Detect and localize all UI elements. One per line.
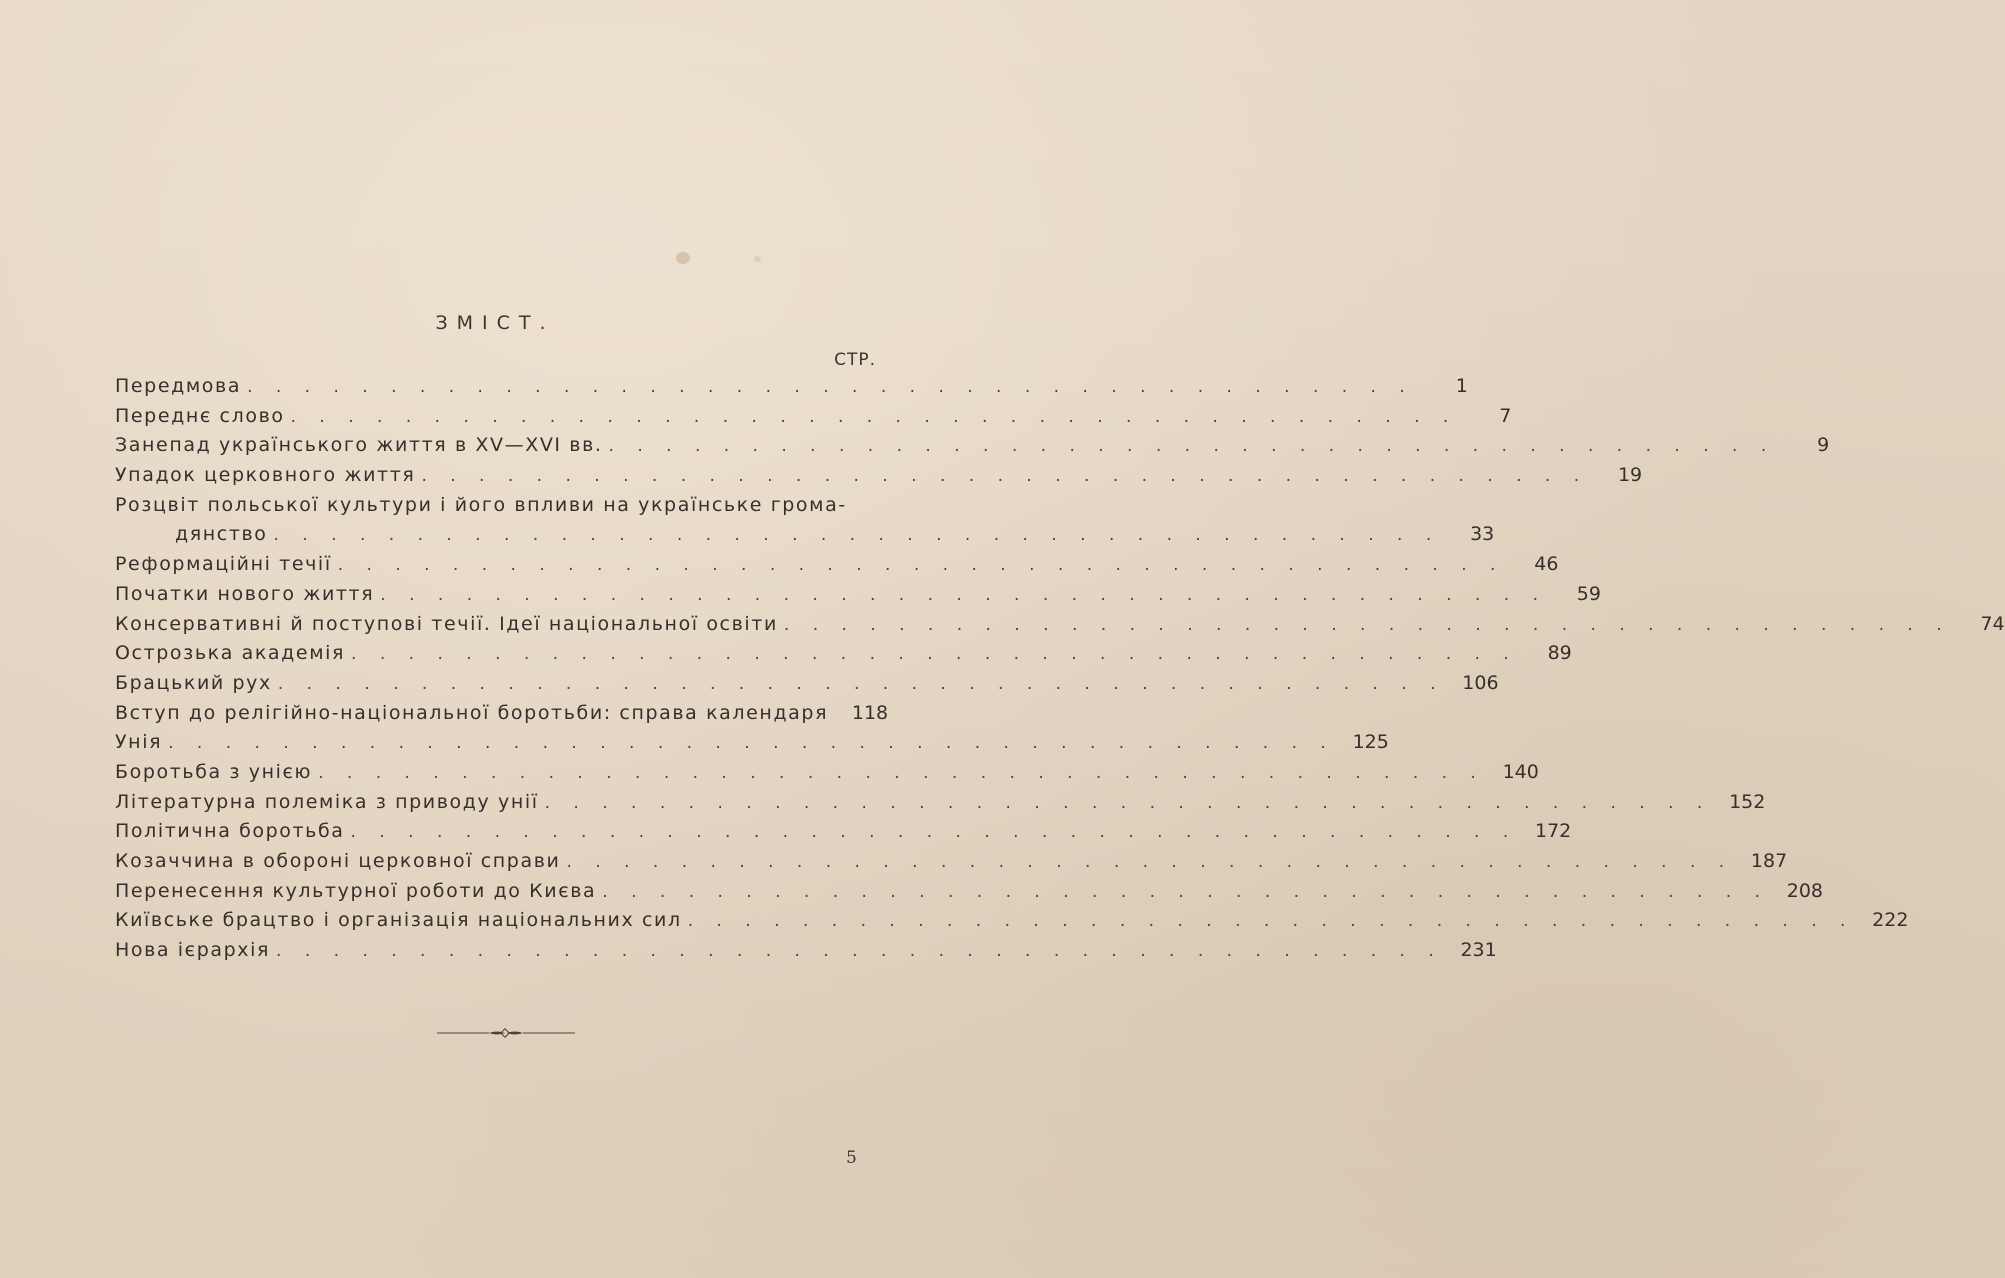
toc-entry-title: Київське брацтво і організація національних сил xyxy=(115,909,682,932)
dot-leader: . . . . . . . . . . . . . . . . . . . . . . . . . . . . . . . . . . . . . . . . . xyxy=(566,852,1734,873)
toc-entry-page: 125 xyxy=(1352,731,1389,754)
toc-entry-title: Політична боротьба xyxy=(115,820,345,843)
toc-entry-title: Реформаційні течії xyxy=(115,553,332,576)
toc-entry-title: Переднє слово xyxy=(115,404,285,427)
toc-entry xyxy=(115,699,889,729)
toc-entry xyxy=(115,936,1497,966)
toc-entry-page: 9 xyxy=(1817,434,1830,457)
toc-entry xyxy=(115,788,1766,818)
dot-leader: . . . . . . . . . . . . . . . . . . . . . . . . . . . . . . . . . . . . . . . . . xyxy=(290,406,1458,427)
toc-entry-page: 222 xyxy=(1872,909,1909,932)
toc-entry-page: 89 xyxy=(1547,642,1572,665)
toc-entry xyxy=(115,610,2005,640)
toc-entry xyxy=(115,431,1830,461)
dot-leader: . . . . . . . . . . . . . . . . . . . . . . . . . . . . . . . . . . . . . . . . . xyxy=(687,911,1855,932)
toc-entry-page: 106 xyxy=(1462,671,1499,694)
toc-entry-page: 59 xyxy=(1576,582,1601,605)
toc-entry xyxy=(115,877,1823,907)
toc-entry-page: 231 xyxy=(1460,939,1497,962)
table-of-contents xyxy=(115,372,2005,966)
dot-leader: . . . . . . . . . . . . . . . . . . . . . . . . . . . . . . . . . . . . . . . . . xyxy=(602,881,1769,902)
toc-entry xyxy=(115,580,1601,610)
toc-entry-title: Острозька академія xyxy=(115,642,346,665)
dot-leader: . . . . . . . . . . . . . . . . . . . . . . . . . . . . . . . . . . . . . . . . . xyxy=(380,584,1547,605)
toc-entry-title: Упадок церковного життя xyxy=(115,464,416,487)
toc-entry xyxy=(115,550,1559,580)
dot-leader: . . . . . . . . . . . . . . . . . . . . . . . . . . . . . . . . . . . . . . . . . xyxy=(168,733,1335,754)
toc-entry-page: 19 xyxy=(1617,464,1643,487)
toc-entry-title-line2: дянство xyxy=(175,523,268,546)
toc-entry-title: Передмова xyxy=(115,375,242,397)
ornament-divider-icon xyxy=(435,1026,577,1040)
toc-entry-page: 172 xyxy=(1535,820,1572,843)
toc-entry xyxy=(115,491,1495,550)
page-number: 5 xyxy=(846,1148,857,1168)
dot-leader: . . . . . . . . . . . . . . . . . . . . . . . . . . . . . . . . . . . . . . . . . xyxy=(351,644,1518,665)
toc-entry-page: 74 xyxy=(1980,612,2005,635)
toc-entry-title: Нова ієрархія xyxy=(115,939,271,962)
toc-entry xyxy=(115,758,1539,788)
toc-entry-page: 7 xyxy=(1499,404,1512,427)
dot-leader: . . . . . . . . . . . . . . . . . . . . . . . . . . . . . . . . . . . . . . . . . xyxy=(337,555,1505,576)
dot-leader: . . . . . . . . . . . . . . . . . . . . . . . . . . . . . . . . . . . . . . . . . xyxy=(544,792,1712,813)
toc-entry xyxy=(115,461,1643,491)
toc-entry xyxy=(115,906,1909,936)
dot-leader: . . . . . . . . . . . . . . . . . . . . . . . . . . . . . . . . . . . . . . . . . xyxy=(318,762,1485,783)
toc-entry-page: 208 xyxy=(1786,879,1823,902)
toc-entry-title: Козаччина в обороні церковної справи xyxy=(115,850,561,873)
dot-leader: . . . . . . . . . . . . . . . . . . . . . . . . . . . . . . . . . . . . . . . . . xyxy=(608,436,1776,457)
toc-entry-page: 1 xyxy=(1455,375,1468,397)
toc-entry-title: Занепад українського життя в XV—XVI вв. xyxy=(115,434,603,457)
dot-leader: . . . . . . . . . . . . . . . . . . . . . . . . . . . . . . . . . . . . . . . . . xyxy=(350,822,1518,843)
dot-leader: . . . . . . . . . . . . . . . . . . . . . . . . . . . . . . . . . . . . . . . . . xyxy=(276,941,1443,962)
toc-entry xyxy=(115,639,1572,669)
toc-entry-page: 152 xyxy=(1729,790,1766,813)
toc-entry-page: 140 xyxy=(1502,760,1539,783)
toc-entry-page: 187 xyxy=(1750,850,1788,873)
contents-heading: ЗМІСТ. xyxy=(435,312,555,334)
toc-entry xyxy=(115,817,1572,847)
dot-leader: . . . . . . . . . . . . . . . . . . . . . . . . . . . . . . . . . . . . . . . . . xyxy=(273,525,1441,546)
toc-entry-title: Консервативні й поступові течії. Ідеї національної освіти xyxy=(115,612,778,635)
paper-stain xyxy=(754,256,761,262)
toc-entry xyxy=(115,402,1512,432)
toc-entry-title: Боротьба з унією xyxy=(115,760,313,783)
dot-leader: . . . . . . . . . . . . . . . . . . . . . . . . . . . . . . . . . . . . . . . . . xyxy=(421,466,1589,487)
toc-entry-title: Літературна полеміка з приводу унії xyxy=(115,790,539,813)
toc-entry xyxy=(115,669,1499,699)
toc-entry-title: Брацький рух xyxy=(115,671,272,694)
toc-entry-page: 46 xyxy=(1534,553,1559,576)
toc-entry xyxy=(115,372,1468,402)
toc-entry-page: 118 xyxy=(851,701,889,724)
toc-entry-title-line1: Розцвіт польської культури і його впливи на українське грома- xyxy=(115,493,847,516)
dot-leader: . . . . . . . . . . . . . . . . . . . . . . . . . . . . . . . . . . . . . . . . . xyxy=(247,377,1414,397)
toc-entry-title: Вступ до релігійно-національної боротьби: справа календаря xyxy=(115,701,829,724)
toc-entry-title: Початки нового життя xyxy=(115,582,375,605)
toc-entry-page: 33 xyxy=(1470,523,1495,546)
dot-leader: . . . . . . . . . . . . . . . . . . . . . . . . . . . . . . . . . . . . . . . . . xyxy=(783,614,1951,635)
dot-leader: . . . . . . . . . . . . . . . . . . . . . . . . . . . . . . . . . . . . . . . . . xyxy=(277,673,1445,694)
toc-entry-title: Перенесення культурної роботи до Києва xyxy=(115,879,597,902)
toc-entry-title: Унія xyxy=(115,731,163,754)
toc-entry xyxy=(115,847,1788,877)
page-column-label: СТР. xyxy=(834,350,876,370)
paper-stain xyxy=(676,252,690,264)
toc-entry xyxy=(115,728,1389,758)
